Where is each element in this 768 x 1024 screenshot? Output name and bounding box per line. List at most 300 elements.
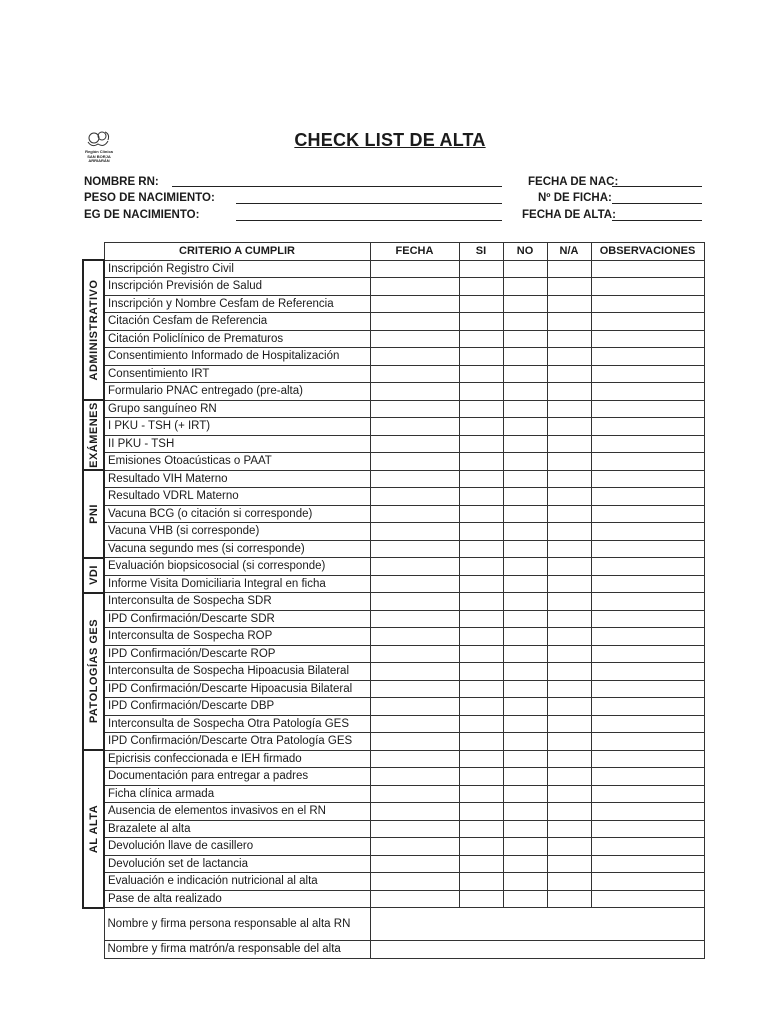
no-cell[interactable] (503, 645, 547, 663)
na-cell[interactable] (547, 575, 591, 593)
na-cell[interactable] (547, 523, 591, 541)
si-cell[interactable] (459, 540, 503, 558)
na-cell[interactable] (547, 383, 591, 401)
na-cell[interactable] (547, 470, 591, 488)
si-cell[interactable] (459, 278, 503, 296)
criterio-cell: Epicrisis confeccionada e IEH firmado (104, 750, 370, 768)
no-cell[interactable] (503, 295, 547, 313)
criterio-cell: Interconsulta de Sospecha SDR (104, 593, 370, 611)
fecha-cell[interactable] (370, 680, 459, 698)
checklist-row (83, 558, 704, 576)
observaciones-cell[interactable] (591, 680, 704, 698)
na-cell[interactable] (547, 365, 591, 383)
si-cell[interactable] (459, 348, 503, 366)
checklist-row (83, 365, 704, 383)
si-cell[interactable] (459, 365, 503, 383)
checklist-row (83, 855, 704, 873)
no-cell[interactable] (503, 593, 547, 611)
fecha-alta-label: FECHA DE ALTA: (522, 209, 616, 221)
observaciones-cell[interactable] (591, 540, 704, 558)
observaciones-cell[interactable] (591, 365, 704, 383)
fecha-cell[interactable] (370, 575, 459, 593)
observaciones-cell[interactable] (591, 348, 704, 366)
no-cell[interactable] (503, 628, 547, 646)
checklist-row (83, 628, 704, 646)
checklist-row (83, 610, 704, 628)
checklist-row (83, 505, 704, 523)
no-cell[interactable] (503, 330, 547, 348)
si-cell[interactable] (459, 313, 503, 331)
section-label-cell (83, 593, 104, 751)
observaciones-cell[interactable] (591, 295, 704, 313)
section-label: PATOLOGÍAS GES (87, 619, 100, 724)
criterio-cell: Devolución llave de casillero (104, 838, 370, 856)
observaciones-cell[interactable] (591, 330, 704, 348)
col-observaciones: OBSERVACIONES (591, 243, 704, 261)
observaciones-cell[interactable] (591, 610, 704, 628)
criterio-cell: Vacuna VHB (si corresponde) (104, 523, 370, 541)
criterio-cell: Pase de alta realizado (104, 890, 370, 908)
signature-row (83, 908, 704, 941)
no-cell[interactable] (503, 470, 547, 488)
na-cell[interactable] (547, 645, 591, 663)
observaciones-cell[interactable] (591, 593, 704, 611)
na-cell[interactable] (547, 803, 591, 821)
fecha-cell[interactable] (370, 750, 459, 768)
no-cell[interactable] (503, 575, 547, 593)
checklist-row (83, 750, 704, 768)
observaciones-cell[interactable] (591, 855, 704, 873)
si-cell[interactable] (459, 838, 503, 856)
nombre-rn-line[interactable] (172, 186, 502, 187)
si-cell[interactable] (459, 768, 503, 786)
criterio-cell: IPD Confirmación/Descarte SDR (104, 610, 370, 628)
na-cell[interactable] (547, 890, 591, 908)
checklist-row (83, 400, 704, 418)
checklist-row (83, 680, 704, 698)
checklist-row (83, 418, 704, 436)
na-cell[interactable] (547, 435, 591, 453)
criterio-cell: IPD Confirmación/Descarte Hipoacusia Bilateral (104, 680, 370, 698)
checklist-row (83, 313, 704, 331)
fecha-cell[interactable] (370, 348, 459, 366)
si-cell[interactable] (459, 295, 503, 313)
criterio-cell: Evaluación biopsicosocial (si corresponde) (104, 558, 370, 576)
blank-cell (83, 941, 104, 959)
si-cell[interactable] (459, 488, 503, 506)
checklist-row (83, 733, 704, 751)
observaciones-cell[interactable] (591, 663, 704, 681)
no-cell[interactable] (503, 663, 547, 681)
no-cell[interactable] (503, 890, 547, 908)
eg-nacimiento-line[interactable] (236, 220, 502, 221)
no-cell[interactable] (503, 855, 547, 873)
checklist-row (83, 295, 704, 313)
criterio-cell: Vacuna segundo mes (si corresponde) (104, 540, 370, 558)
na-cell[interactable] (547, 610, 591, 628)
observaciones-cell[interactable] (591, 628, 704, 646)
checklist-row (83, 348, 704, 366)
signature-label: Nombre y firma persona responsable al alta RN (104, 908, 370, 941)
observaciones-cell[interactable] (591, 838, 704, 856)
fecha-cell[interactable] (370, 383, 459, 401)
fecha-cell[interactable] (370, 803, 459, 821)
criterio-cell: Ausencia de elementos invasivos en el RN (104, 803, 370, 821)
criterio-cell: Grupo sanguíneo RN (104, 400, 370, 418)
fecha-cell[interactable] (370, 820, 459, 838)
no-cell[interactable] (503, 785, 547, 803)
criterio-cell: Interconsulta de Sospecha ROP (104, 628, 370, 646)
criterio-cell: I PKU - TSH (+ IRT) (104, 418, 370, 436)
observaciones-cell[interactable] (591, 453, 704, 471)
criterio-cell: Devolución set de lactancia (104, 855, 370, 873)
col-si: SI (459, 243, 503, 261)
na-cell[interactable] (547, 663, 591, 681)
criterio-cell: Resultado VIH Materno (104, 470, 370, 488)
fecha-cell[interactable] (370, 488, 459, 506)
criterio-cell: IPD Confirmación/Descarte ROP (104, 645, 370, 663)
si-cell[interactable] (459, 593, 503, 611)
no-cell[interactable] (503, 505, 547, 523)
hospital-logo (80, 128, 118, 168)
checklist-row (83, 785, 704, 803)
fecha-cell[interactable] (370, 330, 459, 348)
fecha-cell[interactable] (370, 453, 459, 471)
na-cell[interactable] (547, 313, 591, 331)
na-cell[interactable] (547, 260, 591, 278)
na-cell[interactable] (547, 855, 591, 873)
no-cell[interactable] (503, 260, 547, 278)
observaciones-cell[interactable] (591, 400, 704, 418)
page-title: CHECK LIST DE ALTA (294, 130, 486, 150)
observaciones-cell[interactable] (591, 575, 704, 593)
fecha-cell[interactable] (370, 873, 459, 891)
si-cell[interactable] (459, 715, 503, 733)
na-cell[interactable] (547, 680, 591, 698)
fecha-cell[interactable] (370, 838, 459, 856)
observaciones-cell[interactable] (591, 523, 704, 541)
checklist-row (83, 435, 704, 453)
na-cell[interactable] (547, 838, 591, 856)
col-no: NO (503, 243, 547, 261)
fecha-cell[interactable] (370, 540, 459, 558)
checklist-row (83, 715, 704, 733)
col-criterio: CRITERIO A CUMPLIR (104, 243, 370, 261)
na-cell[interactable] (547, 628, 591, 646)
observaciones-cell[interactable] (591, 418, 704, 436)
na-cell[interactable] (547, 330, 591, 348)
si-cell[interactable] (459, 558, 503, 576)
fecha-cell[interactable] (370, 628, 459, 646)
si-cell[interactable] (459, 663, 503, 681)
si-cell[interactable] (459, 803, 503, 821)
section-label: ADMINISTRATIVO (87, 279, 100, 381)
criterio-cell: Informe Visita Domiciliaria Integral en ficha (104, 575, 370, 593)
observaciones-cell[interactable] (591, 260, 704, 278)
criterio-cell: Evaluación e indicación nutricional al alta (104, 873, 370, 891)
na-cell[interactable] (547, 505, 591, 523)
signature-row (83, 941, 704, 959)
si-cell[interactable] (459, 733, 503, 751)
checklist-row (83, 663, 704, 681)
criterio-cell: IPD Confirmación/Descarte Otra Patología GES (104, 733, 370, 751)
observaciones-cell[interactable] (591, 733, 704, 751)
col-na: N/A (547, 243, 591, 261)
observaciones-cell[interactable] (591, 873, 704, 891)
na-cell[interactable] (547, 453, 591, 471)
checklist-row (83, 803, 704, 821)
no-cell[interactable] (503, 873, 547, 891)
fecha-cell[interactable] (370, 715, 459, 733)
eg-nacimiento-label: EG DE NACIMIENTO: (84, 209, 200, 221)
na-cell[interactable] (547, 785, 591, 803)
criterio-cell: Consentimiento Informado de Hospitalización (104, 348, 370, 366)
checklist-row (83, 453, 704, 471)
na-cell[interactable] (547, 873, 591, 891)
fecha-cell[interactable] (370, 663, 459, 681)
criterio-cell: Brazalete al alta (104, 820, 370, 838)
no-cell[interactable] (503, 610, 547, 628)
fecha-cell[interactable] (370, 470, 459, 488)
no-cell[interactable] (503, 803, 547, 821)
criterio-cell: Citación Policlínico de Prematuros (104, 330, 370, 348)
fecha-cell[interactable] (370, 698, 459, 716)
checklist-row (83, 820, 704, 838)
fecha-cell[interactable] (370, 295, 459, 313)
fecha-cell[interactable] (370, 890, 459, 908)
section-label-cell (83, 260, 104, 400)
si-cell[interactable] (459, 523, 503, 541)
no-cell[interactable] (503, 278, 547, 296)
observaciones-cell[interactable] (591, 278, 704, 296)
criterio-cell: Vacuna BCG (o citación si corresponde) (104, 505, 370, 523)
no-cell[interactable] (503, 680, 547, 698)
observaciones-cell[interactable] (591, 645, 704, 663)
observaciones-cell[interactable] (591, 313, 704, 331)
signature-label: Nombre y firma matrón/a responsable del alta (104, 941, 370, 959)
criterio-cell: Consentimiento IRT (104, 365, 370, 383)
si-cell[interactable] (459, 680, 503, 698)
fecha-alta-line[interactable] (612, 220, 702, 221)
criterio-cell: Inscripción y Nombre Cesfam de Referencia (104, 295, 370, 313)
na-cell[interactable] (547, 488, 591, 506)
fecha-nac-label: FECHA DE NAC: (528, 176, 619, 188)
si-cell[interactable] (459, 785, 503, 803)
si-cell[interactable] (459, 470, 503, 488)
na-cell[interactable] (547, 768, 591, 786)
checklist-row (83, 890, 704, 908)
nombre-rn-label: NOMBRE RN: (84, 176, 159, 188)
section-label-cell (83, 470, 104, 558)
na-cell[interactable] (547, 400, 591, 418)
criterio-cell: Documentación para entregar a padres (104, 768, 370, 786)
fecha-cell[interactable] (370, 785, 459, 803)
fecha-cell[interactable] (370, 733, 459, 751)
peso-nacimiento-label: PESO DE NACIMIENTO: (84, 192, 215, 204)
section-label: EXÁMENES (87, 402, 100, 468)
si-cell[interactable] (459, 855, 503, 873)
si-cell[interactable] (459, 330, 503, 348)
observaciones-cell[interactable] (591, 785, 704, 803)
observaciones-cell[interactable] (591, 715, 704, 733)
no-cell[interactable] (503, 715, 547, 733)
observaciones-cell[interactable] (591, 768, 704, 786)
si-cell[interactable] (459, 820, 503, 838)
observaciones-cell[interactable] (591, 820, 704, 838)
no-cell[interactable] (503, 365, 547, 383)
peso-nacimiento-line[interactable] (236, 203, 502, 204)
si-cell[interactable] (459, 628, 503, 646)
criterio-cell: Citación Cesfam de Referencia (104, 313, 370, 331)
checklist-row (83, 260, 704, 278)
checklist-row (83, 330, 704, 348)
criterio-cell: Interconsulta de Sospecha Otra Patología GES (104, 715, 370, 733)
checklist-row (83, 278, 704, 296)
si-cell[interactable] (459, 645, 503, 663)
fecha-cell[interactable] (370, 558, 459, 576)
checklist-row (83, 383, 704, 401)
si-cell[interactable] (459, 610, 503, 628)
no-cell[interactable] (503, 383, 547, 401)
observaciones-cell[interactable] (591, 558, 704, 576)
observaciones-cell[interactable] (591, 470, 704, 488)
na-cell[interactable] (547, 418, 591, 436)
no-cell[interactable] (503, 400, 547, 418)
na-cell[interactable] (547, 540, 591, 558)
criterio-cell: Resultado VDRL Materno (104, 488, 370, 506)
observaciones-cell[interactable] (591, 750, 704, 768)
section-label: AL ALTA (87, 804, 100, 853)
si-cell[interactable] (459, 890, 503, 908)
observaciones-cell[interactable] (591, 698, 704, 716)
criterio-cell: Ficha clínica armada (104, 785, 370, 803)
fecha-cell[interactable] (370, 400, 459, 418)
na-cell[interactable] (547, 750, 591, 768)
fecha-cell[interactable] (370, 365, 459, 383)
checklist-row (83, 645, 704, 663)
no-cell[interactable] (503, 820, 547, 838)
si-cell[interactable] (459, 698, 503, 716)
no-cell[interactable] (503, 768, 547, 786)
checklist-row (83, 488, 704, 506)
criterio-cell: Formulario PNAC entregado (pre-alta) (104, 383, 370, 401)
na-cell[interactable] (547, 820, 591, 838)
section-label: PNI (87, 503, 100, 524)
checklist-row (83, 768, 704, 786)
no-cell[interactable] (503, 540, 547, 558)
criterio-cell: Emisiones Otoacústicas o PAAT (104, 453, 370, 471)
checklist-table (82, 242, 705, 959)
si-cell[interactable] (459, 260, 503, 278)
section-label-cell (83, 558, 104, 593)
fecha-cell[interactable] (370, 260, 459, 278)
corner-cell (83, 243, 104, 261)
no-cell[interactable] (503, 488, 547, 506)
signature-field[interactable] (370, 908, 704, 941)
checklist-row (83, 523, 704, 541)
no-cell[interactable] (503, 313, 547, 331)
criterio-cell: Inscripción Registro Civil (104, 260, 370, 278)
observaciones-cell[interactable] (591, 488, 704, 506)
criterio-cell: Interconsulta de Sospecha Hipoacusia Bilateral (104, 663, 370, 681)
na-cell[interactable] (547, 593, 591, 611)
logo-text: Región Clínica SAN BORJA ARRIARÁN (85, 149, 113, 163)
criterio-cell: II PKU - TSH (104, 435, 370, 453)
fecha-cell[interactable] (370, 418, 459, 436)
section-label-cell (83, 400, 104, 470)
si-cell[interactable] (459, 453, 503, 471)
na-cell[interactable] (547, 348, 591, 366)
observaciones-cell[interactable] (591, 383, 704, 401)
si-cell[interactable] (459, 575, 503, 593)
signature-field[interactable] (370, 941, 704, 959)
na-cell[interactable] (547, 715, 591, 733)
checklist-row (83, 873, 704, 891)
fecha-cell[interactable] (370, 505, 459, 523)
observaciones-cell[interactable] (591, 505, 704, 523)
si-cell[interactable] (459, 505, 503, 523)
fecha-cell[interactable] (370, 435, 459, 453)
observaciones-cell[interactable] (591, 890, 704, 908)
no-cell[interactable] (503, 750, 547, 768)
no-cell[interactable] (503, 435, 547, 453)
num-ficha-line[interactable] (612, 203, 702, 204)
fecha-cell[interactable] (370, 768, 459, 786)
na-cell[interactable] (547, 278, 591, 296)
no-cell[interactable] (503, 453, 547, 471)
fecha-cell[interactable] (370, 313, 459, 331)
checklist-row (83, 593, 704, 611)
checklist-row (83, 470, 704, 488)
no-cell[interactable] (503, 838, 547, 856)
fecha-cell[interactable] (370, 593, 459, 611)
no-cell[interactable] (503, 418, 547, 436)
si-cell[interactable] (459, 400, 503, 418)
section-label: VDI (87, 565, 100, 585)
na-cell[interactable] (547, 698, 591, 716)
si-cell[interactable] (459, 435, 503, 453)
section-label-cell (83, 750, 104, 908)
fecha-cell[interactable] (370, 523, 459, 541)
num-ficha-label: Nº DE FICHA: (538, 192, 612, 204)
no-cell[interactable] (503, 348, 547, 366)
table-header-row (83, 243, 704, 261)
si-cell[interactable] (459, 418, 503, 436)
blank-cell (83, 908, 104, 941)
observaciones-cell[interactable] (591, 803, 704, 821)
col-fecha: FECHA (370, 243, 459, 261)
na-cell[interactable] (547, 558, 591, 576)
checklist-row (83, 540, 704, 558)
fecha-cell[interactable] (370, 645, 459, 663)
fecha-cell[interactable] (370, 278, 459, 296)
si-cell[interactable] (459, 873, 503, 891)
no-cell[interactable] (503, 698, 547, 716)
na-cell[interactable] (547, 295, 591, 313)
fecha-cell[interactable] (370, 610, 459, 628)
criterio-cell: IPD Confirmación/Descarte DBP (104, 698, 370, 716)
si-cell[interactable] (459, 750, 503, 768)
fecha-nac-line[interactable] (612, 186, 702, 187)
observaciones-cell[interactable] (591, 435, 704, 453)
na-cell[interactable] (547, 733, 591, 751)
criterio-cell: Inscripción Previsión de Salud (104, 278, 370, 296)
si-cell[interactable] (459, 383, 503, 401)
no-cell[interactable] (503, 733, 547, 751)
no-cell[interactable] (503, 558, 547, 576)
no-cell[interactable] (503, 523, 547, 541)
fecha-cell[interactable] (370, 855, 459, 873)
